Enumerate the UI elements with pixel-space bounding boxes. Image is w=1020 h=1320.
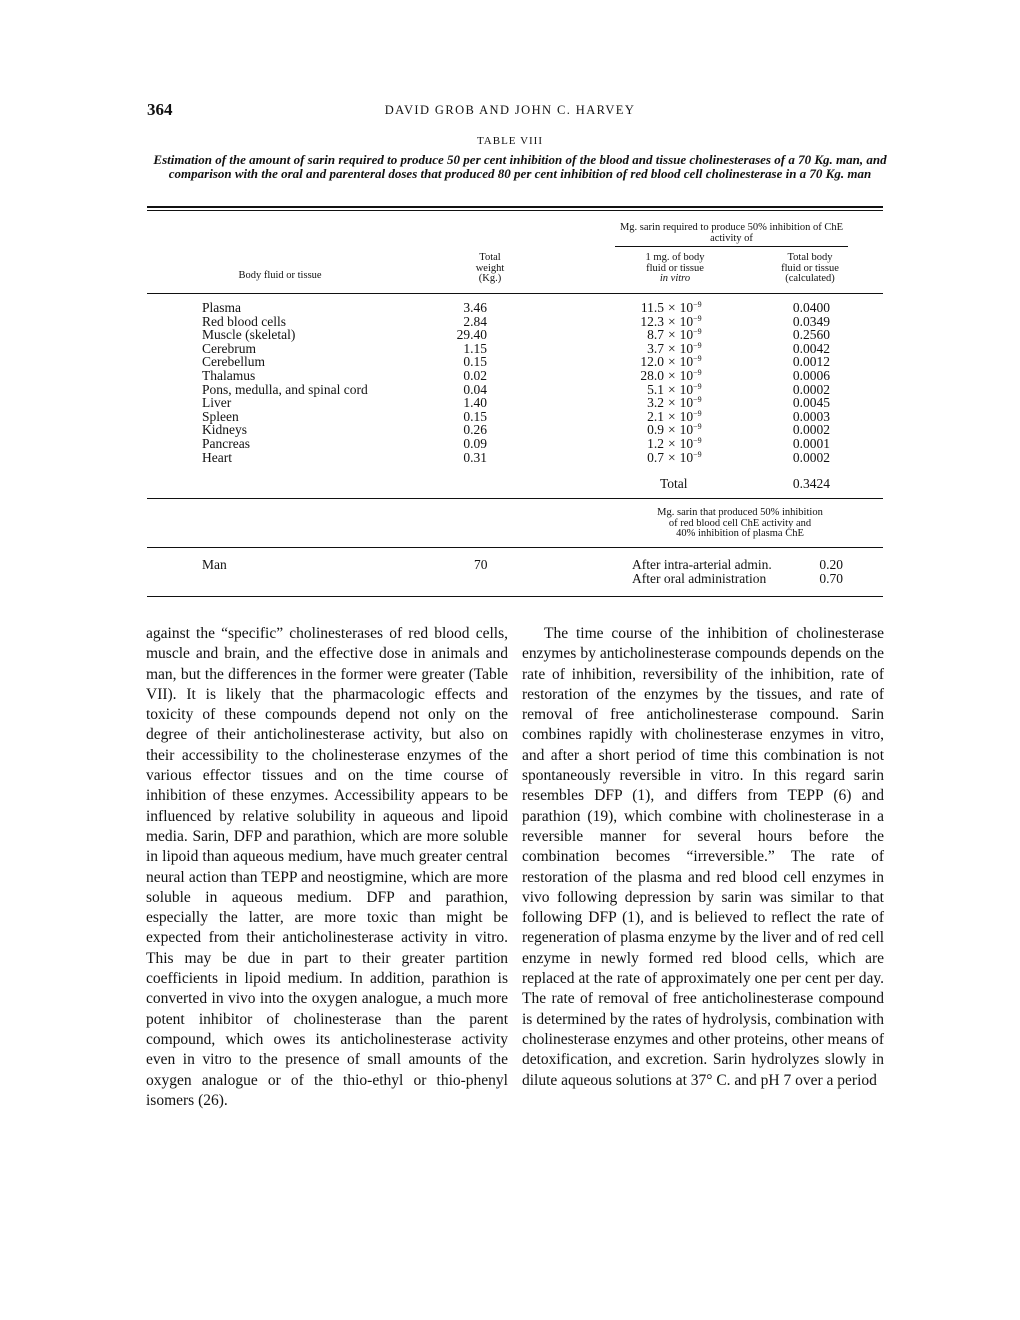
- row-per-mg-exponent: −9: [693, 449, 702, 459]
- right-column-paragraph: The time course of the inhibition of cholinesterase enzymes by anticholinesterase compounds depends on the rate of inhibition, reversibility of the inhibition, rate of restoration of the enzymes by the tissues, and rate of removal of free anticholinesterase compound. Sarin combines rapidly with cholinesterase enzymes in vitro, and after a short period of time this combination is not spontaneously reversible in vitro. In this regard sarin resembles DFP (1), and differs from TEPP (6) and parathion (19), which combine with cholinesterase in a reversible manner for several hours before the combination becomes “irreversible.” The rate of restoration of the plasma and red blood cell enzymes in vivo following depression by sarin was similar to that following DFP (1), and is believed to reflect the rate of regeneration of plasma enzyme by the liver and of red cell enzyme in newly formed red blood cells, which are replaced at the rate of approximately one per cent per day. The rate of removal of free anticholinesterase compound is determined by the rates of hydrolysis, combination with cholinesterase enzymes and other proteins, other means of detoxification, and excretion. Sarin hydrolyzes slowly in dilute aqueous solutions at 37° C. and pH 7 over a period: [522, 625, 884, 1089]
- header-total-line1: Total body: [787, 252, 833, 263]
- row-weight: 0.02: [463, 368, 487, 383]
- row-per-mg-mantissa: 11.5: [640, 300, 664, 315]
- row-per-mg-mantissa: 12.3: [640, 313, 664, 329]
- header-weight-line1: Total: [479, 252, 501, 263]
- row-total: 0.0006: [792, 368, 830, 383]
- row-per-mg: [636, 423, 702, 437]
- left-column: [146, 624, 508, 1111]
- table-top-rule-2: [147, 210, 883, 211]
- times-sign: ×: [668, 313, 676, 329]
- times-sign: ×: [668, 395, 676, 411]
- times-sign: ×: [668, 436, 676, 451]
- row-per-mg: [636, 315, 702, 329]
- row-tissue: Muscle (skeletal): [202, 327, 296, 343]
- row-weight: 2.84: [463, 313, 487, 329]
- group-header-rule: [615, 246, 848, 247]
- row-per-mg-exponent: −9: [693, 436, 702, 445]
- row-weight: 0.15: [463, 408, 487, 424]
- row-per-mg-mantissa: 5.1: [647, 381, 664, 397]
- ten-base: 10: [679, 354, 694, 370]
- row-per-mg: [636, 301, 702, 315]
- row-per-mg-exponent: −9: [693, 381, 702, 391]
- admin-dose-1: 0.70: [819, 571, 843, 586]
- row-tissue: Pancreas: [202, 436, 250, 451]
- header-per-mg-line2: fluid or tissue: [646, 262, 704, 274]
- second-header-rule: [147, 547, 883, 548]
- row-per-mg-mantissa: 8.7: [647, 327, 664, 343]
- row-per-mg-mantissa: 1.2: [647, 436, 664, 451]
- row-per-mg-mantissa: 3.2: [647, 395, 664, 411]
- row-per-mg: [636, 410, 702, 424]
- admin-route-1: After oral administration: [632, 571, 767, 586]
- table-label: TABLE VIII: [476, 135, 544, 147]
- row-per-mg-exponent: −9: [693, 354, 702, 364]
- times-sign: ×: [668, 300, 676, 315]
- ten-base: 10: [679, 395, 694, 411]
- group-header: Mg. sarin required to produce 50% inhibition of ChE activity of: [619, 222, 844, 244]
- row-per-mg: [636, 328, 702, 342]
- header-per-mg-line1: 1 mg. of body: [645, 252, 705, 263]
- times-sign: ×: [668, 422, 676, 438]
- row-weight: 3.46: [463, 300, 487, 315]
- admin-route-0: After intra-arterial admin.: [632, 557, 772, 572]
- row-weight: 0.31: [463, 449, 487, 465]
- row-per-mg-mantissa: 2.1: [647, 408, 664, 424]
- header-total-line2: fluid or tissue: [781, 262, 839, 274]
- row-total: 0.2560: [792, 327, 830, 343]
- ten-base: 10: [679, 381, 694, 397]
- admin-dose-0: 0.20: [819, 557, 843, 572]
- row-per-mg-exponent: −9: [693, 327, 702, 337]
- left-column-paragraph: against the “specific” cholinesterases of red blood cells, muscle and brain, and the effective dose in animals and man, but the differences in the former were greater (Table VII). It is likely that the pharmacologic effects and toxicity of these compounds depend not only on the degree of their anticholinesterase activity, but also on their accessibility to the cholinesterase enzymes of the various effector tissues and on the time course of inhibition of these enzymes. Accessibility appears to be influenced by relative solubility in aqueous and lipoid media. Sarin, DFP and parathion, which are more soluble in lipoid than aqueous medium, have much greater central neural action than TEPP and neostigmine, which are more soluble in aqueous medium. DFP and parathion, especially the latter, are more toxic than might be expected from their anticholinesterase activity in vitro. This may be due in part to their greater partition coefficients in lipoid medium. In addition, parathion is converted in vivo into the oxygen analogue, a much more potent inhibitor of cholinesterase than the parent compound, which owes its anticholinesterase activity even in vitro to the presence of small amounts of the oxygen analogue or of the thio-ethyl or thio-phenyl isomers (26).: [146, 625, 508, 1109]
- row-weight: 0.04: [463, 381, 487, 397]
- row-weight: 0.15: [463, 354, 487, 370]
- row-per-mg-exponent: −9: [693, 368, 702, 377]
- row-tissue: Plasma: [202, 300, 241, 315]
- row-per-mg-mantissa: 0.7: [647, 449, 664, 465]
- row-per-mg: [636, 383, 702, 397]
- row-per-mg: [636, 451, 702, 465]
- row-weight: 29.40: [456, 327, 487, 343]
- header-weight-line3: (Kg.): [478, 273, 502, 284]
- table-caption: Estimation of the amount of sarin required to produce 50 per cent inhibition of the blood and tissue cholinesterases of a 70 Kg. man, and comparison with the oral and parenteral doses that produced 80 per cent inhibition of red blood cell cholinesterase in a 70 Kg. man: [153, 152, 887, 181]
- row-tissue: Heart: [202, 449, 232, 465]
- row-per-mg-mantissa: 28.0: [640, 368, 664, 383]
- page-number: 364: [147, 100, 173, 119]
- ten-base: 10: [679, 300, 694, 315]
- second-header-line2: of red blood cell ChE activity and: [668, 517, 812, 529]
- ten-base: 10: [679, 422, 694, 438]
- row-total: 0.0349: [792, 313, 830, 329]
- ten-base: 10: [679, 340, 694, 356]
- row-tissue: Cerebrum: [202, 340, 256, 356]
- row-per-mg-exponent: −9: [693, 395, 702, 405]
- total-label: Total: [660, 476, 688, 491]
- row-total: 0.0045: [792, 395, 830, 411]
- row-tissue: Pons, medulla, and spinal cord: [202, 381, 368, 397]
- times-sign: ×: [668, 327, 676, 343]
- row-tissue: Kidneys: [202, 422, 247, 438]
- row-weight: 1.40: [463, 395, 487, 411]
- header-total-line3: (calculated): [785, 273, 835, 284]
- times-sign: ×: [668, 340, 676, 356]
- row-per-mg-exponent: −9: [693, 340, 702, 350]
- row-weight: 0.26: [463, 422, 487, 438]
- header-weight: [450, 253, 530, 285]
- row-total: 0.0002: [792, 422, 830, 438]
- times-sign: ×: [668, 368, 676, 383]
- row-total: 0.0001: [792, 436, 830, 451]
- ten-base: 10: [679, 313, 694, 329]
- row-total: 0.0042: [792, 340, 830, 356]
- second-header-line3: 40% inhibition of plasma ChE: [676, 528, 804, 539]
- row-per-mg: [636, 437, 702, 451]
- row-per-mg-exponent: −9: [693, 408, 702, 418]
- row-total: 0.0003: [792, 408, 830, 424]
- table-top-rule: [147, 206, 883, 208]
- row-weight: 0.09: [463, 436, 487, 451]
- running-head: DAVID GROB AND JOHN C. HARVEY: [384, 103, 636, 117]
- row-per-mg: [636, 355, 702, 369]
- row-total: 0.0002: [792, 449, 830, 465]
- row-total: 0.0400: [792, 300, 830, 315]
- row-tissue: Thalamus: [202, 368, 256, 383]
- row-total: 0.0002: [792, 381, 830, 397]
- times-sign: ×: [668, 354, 676, 370]
- ten-base: 10: [679, 408, 694, 424]
- times-sign: ×: [668, 449, 676, 465]
- header-per-mg: [620, 253, 730, 285]
- header-total: [755, 253, 865, 285]
- man-label: Man: [202, 557, 227, 572]
- header-bottom-rule: [147, 293, 883, 294]
- man-weight: 70: [474, 557, 488, 572]
- row-per-mg-mantissa: 0.9: [647, 422, 664, 438]
- second-header: [600, 508, 880, 540]
- row-weight: 1.15: [463, 340, 487, 356]
- total-value: 0.3424: [792, 476, 830, 491]
- header-per-mg-line3: in vitro: [659, 273, 691, 284]
- row-per-mg-mantissa: 12.0: [640, 354, 664, 370]
- ten-base: 10: [679, 436, 694, 451]
- times-sign: ×: [668, 408, 676, 424]
- row-per-mg-exponent: −9: [693, 313, 702, 323]
- row-per-mg-mantissa: 3.7: [647, 340, 664, 356]
- row-per-mg: [636, 342, 702, 356]
- row-tissue: Red blood cells: [202, 313, 286, 329]
- ten-base: 10: [679, 449, 694, 465]
- row-per-mg: [636, 369, 702, 383]
- row-tissue: Cerebellum: [202, 354, 265, 370]
- header-weight-line2: weight: [475, 262, 505, 274]
- ten-base: 10: [679, 368, 694, 383]
- header-tissue: Body fluid or tissue: [238, 270, 322, 281]
- row-tissue: Liver: [202, 395, 232, 411]
- row-total: 0.0012: [792, 354, 830, 370]
- table-bottom-rule: [147, 596, 883, 597]
- times-sign: ×: [668, 381, 676, 397]
- row-tissue: Spleen: [202, 408, 239, 424]
- ten-base: 10: [679, 327, 694, 343]
- row-per-mg-exponent: −9: [693, 422, 702, 432]
- row-per-mg: [636, 396, 702, 410]
- row-per-mg-exponent: −9: [693, 300, 702, 309]
- right-column: [522, 624, 884, 1091]
- second-header-line1: Mg. sarin that produced 50% inhibition: [657, 507, 823, 518]
- total-bottom-rule: [147, 498, 883, 499]
